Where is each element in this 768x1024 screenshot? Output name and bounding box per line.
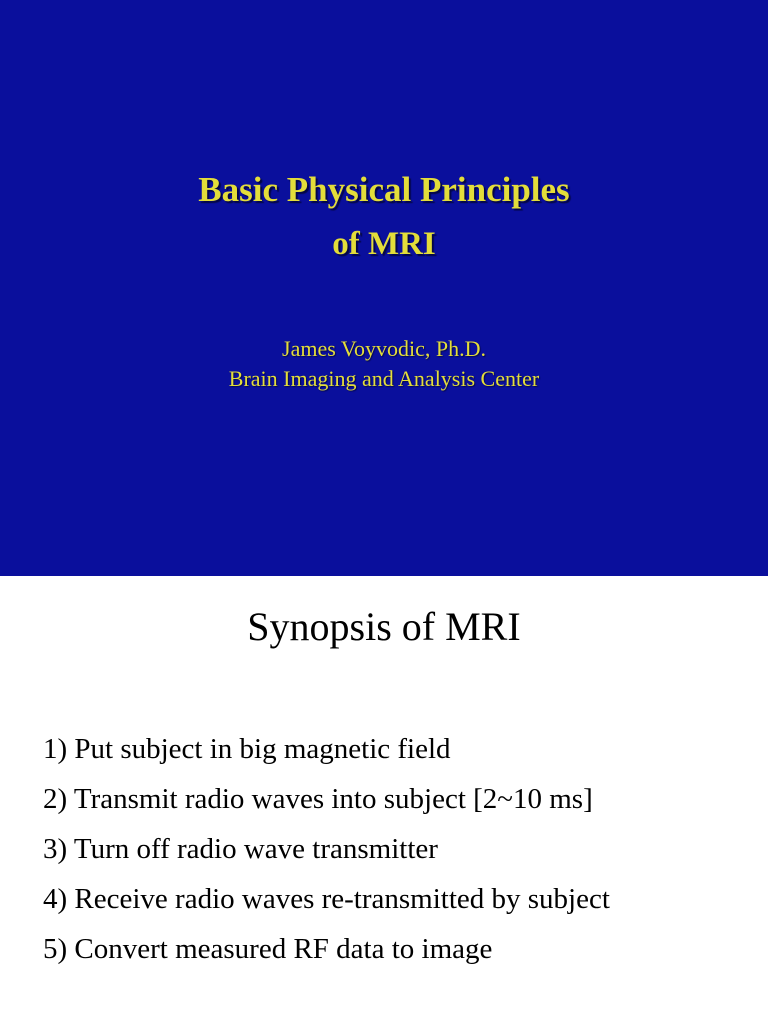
synopsis-item: 3) Turn off radio wave transmitter xyxy=(43,833,438,865)
slide-title-line-2: of MRI xyxy=(332,226,436,262)
author-affiliation: Brain Imaging and Analysis Center xyxy=(228,366,540,391)
synopsis-item: 2) Transmit radio waves into subject [2~10 ms] xyxy=(43,783,593,815)
synopsis-list xyxy=(43,724,610,974)
slide-title-line-1: Basic Physical Principles xyxy=(198,170,570,209)
synopsis-item: 5) Convert measured RF data to image xyxy=(43,933,493,965)
synopsis-heading: Synopsis of MRI xyxy=(247,604,521,649)
synopsis-slide xyxy=(0,576,768,1024)
synopsis-item: 1) Put subject in big magnetic field xyxy=(43,733,451,765)
synopsis-item: 4) Receive radio waves re-transmitted by subject xyxy=(43,883,610,915)
author-name: James Voyvodic, Ph.D. xyxy=(282,336,486,361)
